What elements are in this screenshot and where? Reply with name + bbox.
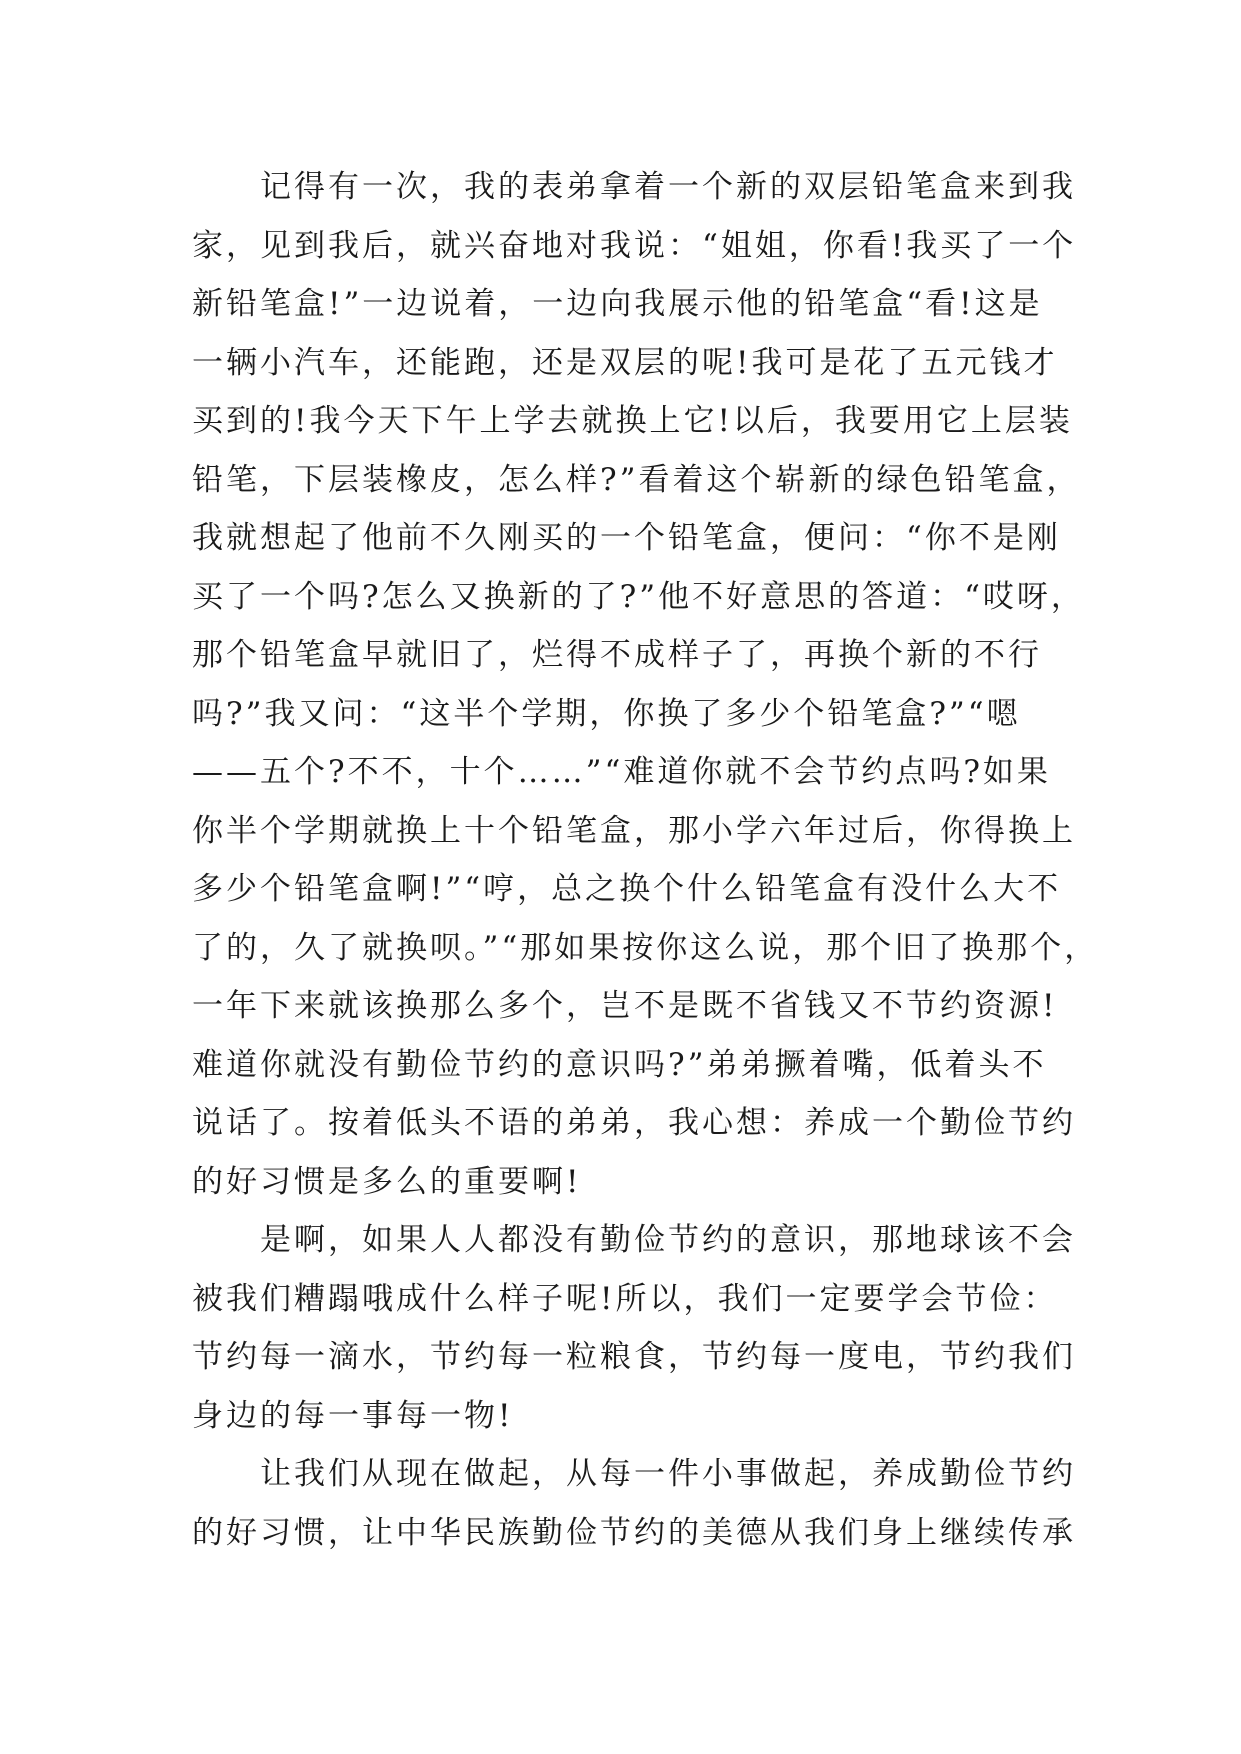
text-line: 一年下来就该换那么多个，岂不是既不省钱又不节约资源! [192, 988, 1058, 1024]
text-line: 买了一个吗?怎么又换新的了?”他不好意思的答道：“哎呀， [192, 578, 1085, 615]
text-line: 了的，久了就换呗。”“那如果按你这么说，那个旧了换那个， [192, 929, 1099, 966]
text-line: 身边的每一事每一物! [192, 1397, 514, 1434]
text-line: 吗?”我又问：“这半个学期，你换了多少个铅笔盒?”“嗯 [192, 695, 1021, 732]
document-body [192, 158, 1099, 1562]
text-line: 是啊，如果人人都没有勤俭节约的意识，那地球该不会 [260, 1222, 1076, 1258]
text-line: 节约每一滴水，节约每一粒粮食，节约每一度电，节约我们 [192, 1339, 1076, 1375]
text-line: 记得有一次，我的表弟拿着一个新的双层铅笔盒来到我 [260, 169, 1076, 205]
paragraph-3 [192, 1445, 1076, 1562]
text-line: 的好习惯是多么的重要啊! [192, 1163, 582, 1200]
text-line: 我就想起了他前不久刚买的一个铅笔盒，便问：“你不是刚 [192, 520, 1061, 556]
text-line: 你半个学期就换上十个铅笔盒，那小学六年过后，你得换上 [192, 812, 1076, 849]
paragraph-2 [192, 1211, 1076, 1445]
text-line: ——五个?不不，十个……”“难道你就不会节约点吗?如果 [192, 754, 1051, 790]
text-line: 难道你就没有勤俭节约的意识吗?”弟弟撅着嘴，低着头不 [192, 1046, 1047, 1083]
text-line: 被我们糟蹋哦成什么样子呢!所以，我们一定要学会节俭： [192, 1280, 1058, 1317]
text-line: 的好习惯，让中华民族勤俭节约的美德从我们身上继续传承 [192, 1514, 1076, 1551]
text-line: 多少个铅笔盒啊!”“哼，总之换个什么铅笔盒有没什么大不 [192, 871, 1062, 907]
text-line: 买到的!我今天下午上学去就换上它!以后，我要用它上层装 [192, 403, 1073, 439]
text-line: 说话了。按着低头不语的弟弟，我心想：养成一个勤俭节约 [192, 1105, 1076, 1141]
paragraph-1 [192, 158, 1099, 1211]
text-line: 新铅笔盒!”一边说着，一边向我展示他的铅笔盒“看!这是 [192, 286, 1043, 322]
text-line: 那个铅笔盒早就旧了，烂得不成样子了，再换个新的不行 [192, 637, 1042, 673]
text-line: 铅笔，下层装橡皮，怎么样?”看着这个崭新的绿色铅笔盒， [192, 461, 1081, 498]
text-line: 一辆小汽车，还能跑，还是双层的呢!我可是花了五元钱才 [192, 344, 1058, 381]
text-line: 家，见到我后，就兴奋地对我说：“姐姐，你看!我买了一个 [192, 227, 1077, 264]
text-line: 让我们从现在做起，从每一件小事做起，养成勤俭节约 [260, 1456, 1076, 1492]
